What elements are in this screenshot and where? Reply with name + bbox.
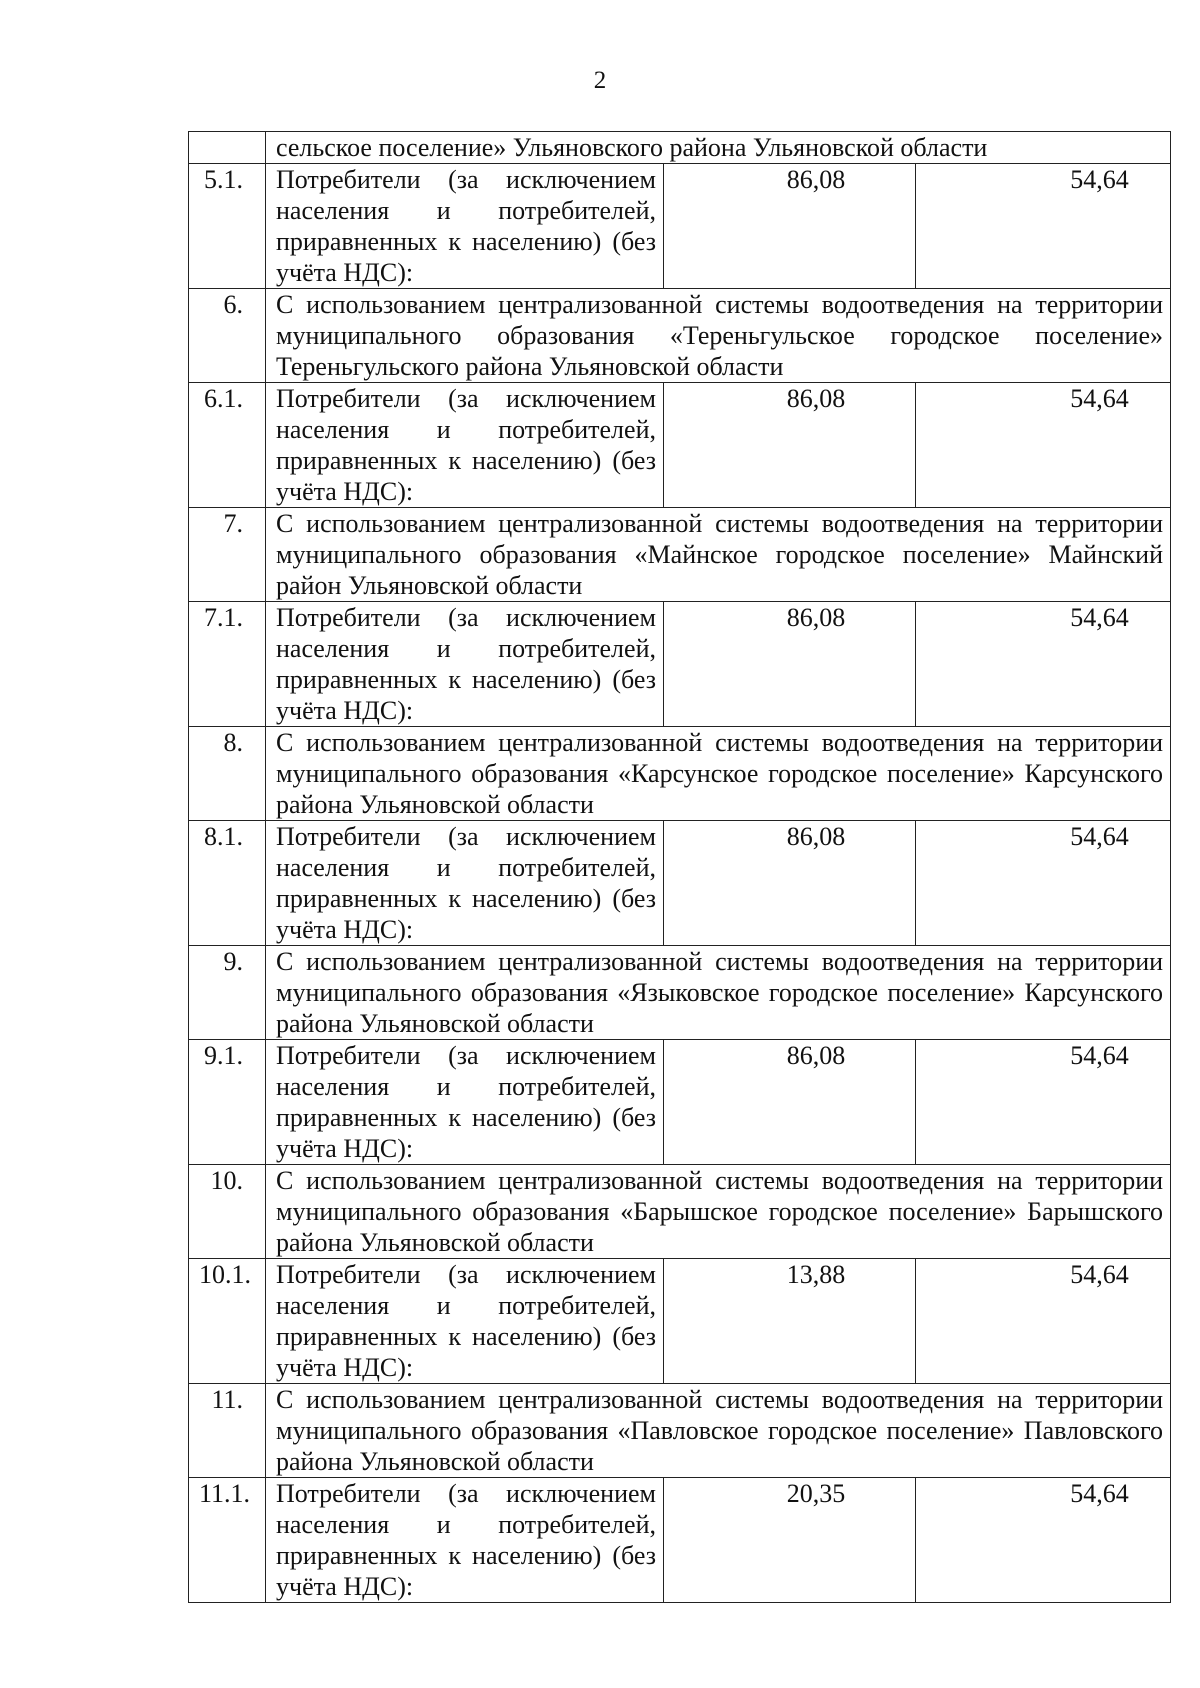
section-heading: С использованием централизованной системы водоотведения на территории муниципального образования «Языковское городское поселение» Карсунского района Ульяновской области: [266, 946, 1171, 1040]
table-row: [189, 1259, 1171, 1384]
tariff-value-2: 54,64: [916, 1040, 1171, 1165]
table-row: [189, 164, 1171, 289]
row-number: 6.1.: [189, 383, 266, 508]
table-row: [189, 602, 1171, 727]
tariff-value-1: 86,08: [664, 602, 916, 727]
tariff-value-1: 20,35: [664, 1478, 916, 1603]
row-number: 9.1.: [189, 1040, 266, 1165]
row-number: 8.1.: [189, 821, 266, 946]
tariff-value-2: 54,64: [916, 1478, 1171, 1603]
consumer-label: Потребители (за исключением населения и потребителей, приравненных к населению) (без учёта НДС):: [266, 602, 664, 727]
tariff-value-2: 54,64: [916, 602, 1171, 727]
row-number-cell: [189, 132, 266, 164]
table-row: [189, 1165, 1171, 1259]
consumer-label: Потребители (за исключением населения и потребителей, приравненных к населению) (без учёта НДС):: [266, 1259, 664, 1384]
table-row-continuation: [189, 132, 1171, 164]
row-number: 11.: [189, 1384, 266, 1478]
section-heading: С использованием централизованной системы водоотведения на территории муниципального образования «Майнское городское поселение» Майнский район Ульяновской области: [266, 508, 1171, 602]
tariff-value-2: 54,64: [916, 821, 1171, 946]
continuation-text: сельское поселение» Ульяновского района Ульяновской области: [266, 132, 1171, 164]
table-row: [189, 508, 1171, 602]
tariff-table: [188, 131, 1171, 1603]
table-row: [189, 1384, 1171, 1478]
section-heading: С использованием централизованной системы водоотведения на территории муниципального образования «Павловское городское поселение» Павловского района Ульяновской области: [266, 1384, 1171, 1478]
row-number: 10.1.: [189, 1259, 266, 1384]
table-row: [189, 289, 1171, 383]
row-number: 9.: [189, 946, 266, 1040]
row-number: 7.: [189, 508, 266, 602]
tariff-value-1: 86,08: [664, 383, 916, 508]
tariff-value-1: 86,08: [664, 1040, 916, 1165]
consumer-label: Потребители (за исключением населения и потребителей, приравненных к населению) (без учёта НДС):: [266, 1040, 664, 1165]
tariff-value-1: 86,08: [664, 821, 916, 946]
table-row: [189, 727, 1171, 821]
page-number: 2: [593, 67, 607, 94]
section-heading: С использованием централизованной системы водоотведения на территории муниципального образования «Барышское городское поселение» Барышского района Ульяновской области: [266, 1165, 1171, 1259]
consumer-label: Потребители (за исключением населения и потребителей, приравненных к населению) (без учёта НДС):: [266, 383, 664, 508]
table-row: [189, 1040, 1171, 1165]
row-number: 5.1.: [189, 164, 266, 289]
section-heading: С использованием централизованной системы водоотведения на территории муниципального образования «Тереньгульское городское поселение» Тереньгульского района Ульяновской области: [266, 289, 1171, 383]
consumer-label: Потребители (за исключением населения и потребителей, приравненных к населению) (без учёта НДС):: [266, 821, 664, 946]
row-number: 10.: [189, 1165, 266, 1259]
tariff-value-1: 86,08: [664, 164, 916, 289]
tariff-value-2: 54,64: [916, 383, 1171, 508]
table-row: [189, 946, 1171, 1040]
section-heading: С использованием централизованной системы водоотведения на территории муниципального образования «Карсунское городское поселение» Карсунского района Ульяновской области: [266, 727, 1171, 821]
row-number: 6.: [189, 289, 266, 383]
table-row: [189, 1478, 1171, 1603]
tariff-value-1: 13,88: [664, 1259, 916, 1384]
row-number: 8.: [189, 727, 266, 821]
row-number: 7.1.: [189, 602, 266, 727]
row-number: 11.1.: [189, 1478, 266, 1603]
table-row: [189, 821, 1171, 946]
tariff-value-2: 54,64: [916, 1259, 1171, 1384]
tariff-value-2: 54,64: [916, 164, 1171, 289]
consumer-label: Потребители (за исключением населения и потребителей, приравненных к населению) (без учёта НДС):: [266, 164, 664, 289]
consumer-label: Потребители (за исключением населения и потребителей, приравненных к населению) (без учёта НДС):: [266, 1478, 664, 1603]
table-row: [189, 383, 1171, 508]
